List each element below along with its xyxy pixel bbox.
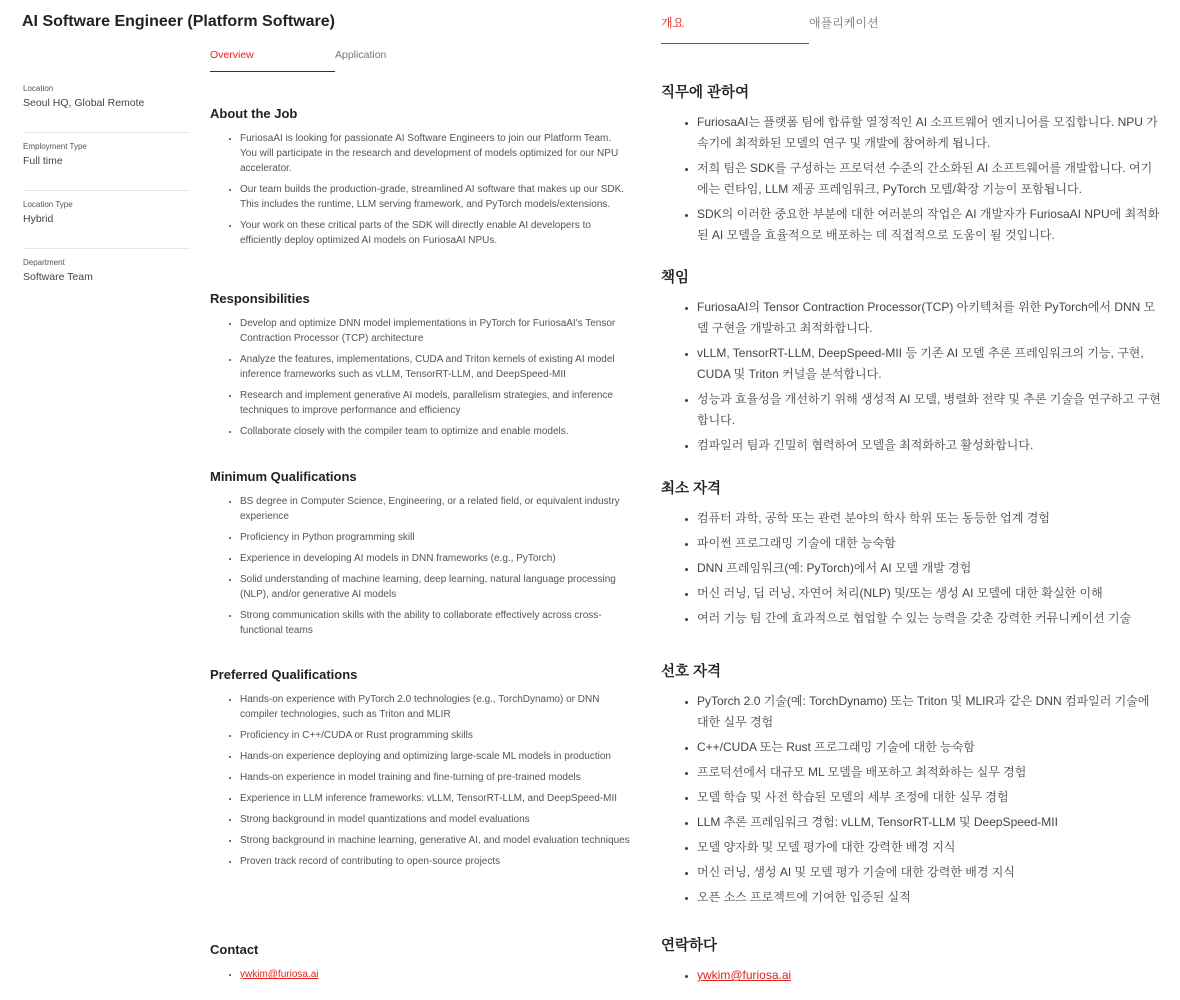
list-item: • BS degree in Computer Science, Engineering, or a related field, or equivalent industry experience [240,494,630,524]
list-item: • Experience in LLM inference frameworks: vLLM, TensorRT-LLM, and DeepSpeed-MII [240,791,630,806]
bullet-list [210,967,630,982]
section-heading: Preferred Qualifications [210,667,358,682]
section-ko [661,81,1161,250]
bullet-list [210,316,630,439]
section-heading: 선호 자격 [661,664,722,680]
list-item [240,967,630,982]
list-item: • Hands-on experience in model training and fine-turning of pre-trained models [240,770,630,785]
tabs-en [210,49,460,72]
sidebar-item [23,258,190,307]
bullet-list [210,494,630,638]
list-item: • FuriosaAI는 플랫폼 팀에 합류할 열정적인 AI 소프트웨어 엔지니어를 모집합니다. NPU 가속기에 최적화된 모델의 연구 및 개발에 참여하게 됩니다. [697,112,1161,154]
detail-value: Software Team [23,271,93,283]
list-item: • PyTorch 2.0 기술(예: TorchDynamo) 또는 Triton 및 MLIR과 같은 DNN 컴파일러 기술에 대한 실무 경험 [697,691,1161,733]
list-item: • 프로덕션에서 대규모 ML 모델을 배포하고 최적화하는 실무 경험 [697,762,1161,783]
section-heading: Responsibilities [210,291,310,306]
tab-application[interactable]: Application [335,49,387,61]
section-heading: Minimum Qualifications [210,469,357,484]
list-item: • Hands-on experience with PyTorch 2.0 technologies (e.g., TorchDynamo) or DNN compiler technologies, such as Triton and MLIR [240,692,630,722]
list-item: • LLM 추론 프레임워크 경험: vLLM, TensorRT-LLM 및 DeepSpeed-MII [697,812,1161,833]
section-en [210,667,630,875]
bullet-list [661,965,1161,986]
list-item: • Strong background in machine learning, generative AI, and model evaluation techniques [240,833,630,848]
contact-email-link[interactable]: ywkim@furiosa.ai [697,968,792,982]
list-item: • 저희 팀은 SDK를 구성하는 프로덕션 수준의 간소화된 AI 소프트웨어를 개발합니다. 여기에는 런타임, LLM 제공 프레임워크, PyTorch 모델/확장 기능이 포함됩니다. [697,158,1161,200]
list-item: • 여러 기능 팀 간에 효과적으로 협업할 수 있는 능력을 갖춘 강력한 커뮤니케이션 기술 [697,608,1161,629]
list-item: • Collaborate closely with the compiler team to optimize and enable models. [240,424,630,439]
section-heading: 직무에 관하여 [661,85,750,101]
section-heading: 책임 [661,270,690,286]
tab-overview-ko[interactable]: 개요 [661,14,809,44]
list-item: • 머신 러닝, 생성 AI 및 모델 평가 기술에 대한 강력한 배경 지식 [697,862,1161,883]
tabs-ko [661,14,957,44]
list-item [697,965,1161,986]
list-item: • 오픈 소스 프로젝트에 기여한 입증된 실적 [697,887,1161,908]
detail-label: Location Type [23,200,73,209]
list-item: • vLLM, TensorRT-LLM, DeepSpeed-MII 등 기존 AI 모델 추론 프레임워크의 기능, 구현, CUDA 및 Triton 커널을 분석합니다. [697,343,1161,385]
section-en [210,106,630,254]
detail-value: Seoul HQ, Global Remote [23,97,145,109]
list-item: • DNN 프레임워크(예: PyTorch)에서 AI 모델 개발 경험 [697,558,1161,579]
bullet-list [661,112,1161,246]
list-item: • SDK의 이러한 중요한 부분에 대한 여러분의 작업은 AI 개발자가 FuriosaAI NPU에 최적화된 AI 모델을 효율적으로 배포하는 데 직접적으로 도움이 될 것입니다. [697,204,1161,246]
bullet-list [210,692,630,869]
section-ko [661,934,1161,990]
detail-value: Full time [23,155,63,167]
list-item: • C++/CUDA 또는 Rust 프로그래밍 기술에 대한 능숙함 [697,737,1161,758]
section-heading: About the Job [210,106,298,121]
list-item: • Our team builds the production-grade, streamlined AI software that makes up our SDK. This includes the runtime, LLM serving framework, and PyTorch models/extensions. [240,182,630,212]
section-ko [661,266,1161,460]
list-item: • Hands-on experience deploying and optimizing large-scale ML models in production [240,749,630,764]
list-item: • Your work on these critical parts of the SDK will directly enable AI developers to efficiently deploy optimized AI models on FuriosaAI NPUs. [240,218,630,248]
bullet-list [661,297,1161,456]
page-title: AI Software Engineer (Platform Software) [22,13,335,30]
list-item: • Research and implement generative AI models, parallelism strategies, and inference techniques to improve performance and efficiency [240,388,630,418]
list-item: • 컴파일러 팀과 긴밀히 협력하여 모델을 최적화하고 활성화합니다. [697,435,1161,456]
detail-label: Location [23,84,54,93]
sidebar-item [23,200,190,249]
section-heading: Contact [210,942,259,957]
sidebar-item [23,142,190,191]
list-item: • Proficiency in Python programming skill [240,530,630,545]
contact-email-link[interactable]: ywkim@furiosa.ai [240,969,319,980]
list-item: • FuriosaAI의 Tensor Contraction Processor(TCP) 아키텍처를 위한 PyTorch에서 DNN 모델 구현을 개발하고 최적화합니다. [697,297,1161,339]
list-item: • Strong communication skills with the ability to collaborate effectively across cross-functional teams [240,608,630,638]
section-ko [661,660,1161,912]
bullet-list [210,131,630,248]
section-en [210,942,630,988]
list-item: • 모델 학습 및 사전 학습된 모델의 세부 조정에 대한 실무 경험 [697,787,1161,808]
list-item: • 모델 양자화 및 모델 평가에 대한 강력한 배경 지식 [697,837,1161,858]
detail-label: Employment Type [23,142,87,151]
list-item: • Experience in developing AI models in DNN frameworks (e.g., PyTorch) [240,551,630,566]
list-item: • Strong background in model quantizations and model evaluations [240,812,630,827]
sidebar-item [23,84,190,133]
list-item: • Solid understanding of machine learning, deep learning, natural language processing (NLP), and/or generative AI models [240,572,630,602]
list-item: • Analyze the features, implementations, CUDA and Triton kernels of existing AI model inference frameworks such as vLLM, TensorRT-LLM, and DeepSpeed-MII [240,352,630,382]
section-en [210,291,630,445]
list-item: • 컴퓨터 과학, 공학 또는 관련 분야의 학사 학위 또는 동등한 업계 경험 [697,508,1161,529]
list-item: • Proficiency in C++/CUDA or Rust programming skills [240,728,630,743]
job-details-sidebar [23,84,190,316]
list-item: • Proven track record of contributing to open-source projects [240,854,630,869]
list-item: • 파이썬 프로그래밍 기술에 대한 능숙함 [697,533,1161,554]
bullet-list [661,691,1161,908]
list-item: • FuriosaAI is looking for passionate AI Software Engineers to join our Platform Team. You will participate in the research and development of models optimized for our NPU accelerator. [240,131,630,176]
section-ko [661,477,1161,633]
list-item: • 성능과 효율성을 개선하기 위해 생성적 AI 모델, 병렬화 전략 및 추론 기술을 연구하고 구현합니다. [697,389,1161,431]
bullet-list [661,508,1161,629]
detail-label: Department [23,258,65,267]
section-heading: 최소 자격 [661,481,722,497]
detail-value: Hybrid [23,213,54,225]
section-heading: 연락하다 [661,938,718,954]
tab-overview[interactable]: Overview [210,49,335,72]
list-item: • 머신 러닝, 딥 러닝, 자연어 처리(NLP) 및/또는 생성 AI 모델에 대한 확실한 이해 [697,583,1161,604]
list-item: • Develop and optimize DNN model implementations in PyTorch for FuriosaAI's Tensor Contraction Processor (TCP) architecture [240,316,630,346]
section-en [210,469,630,644]
tab-application-ko[interactable]: 애플리케이션 [809,16,879,30]
